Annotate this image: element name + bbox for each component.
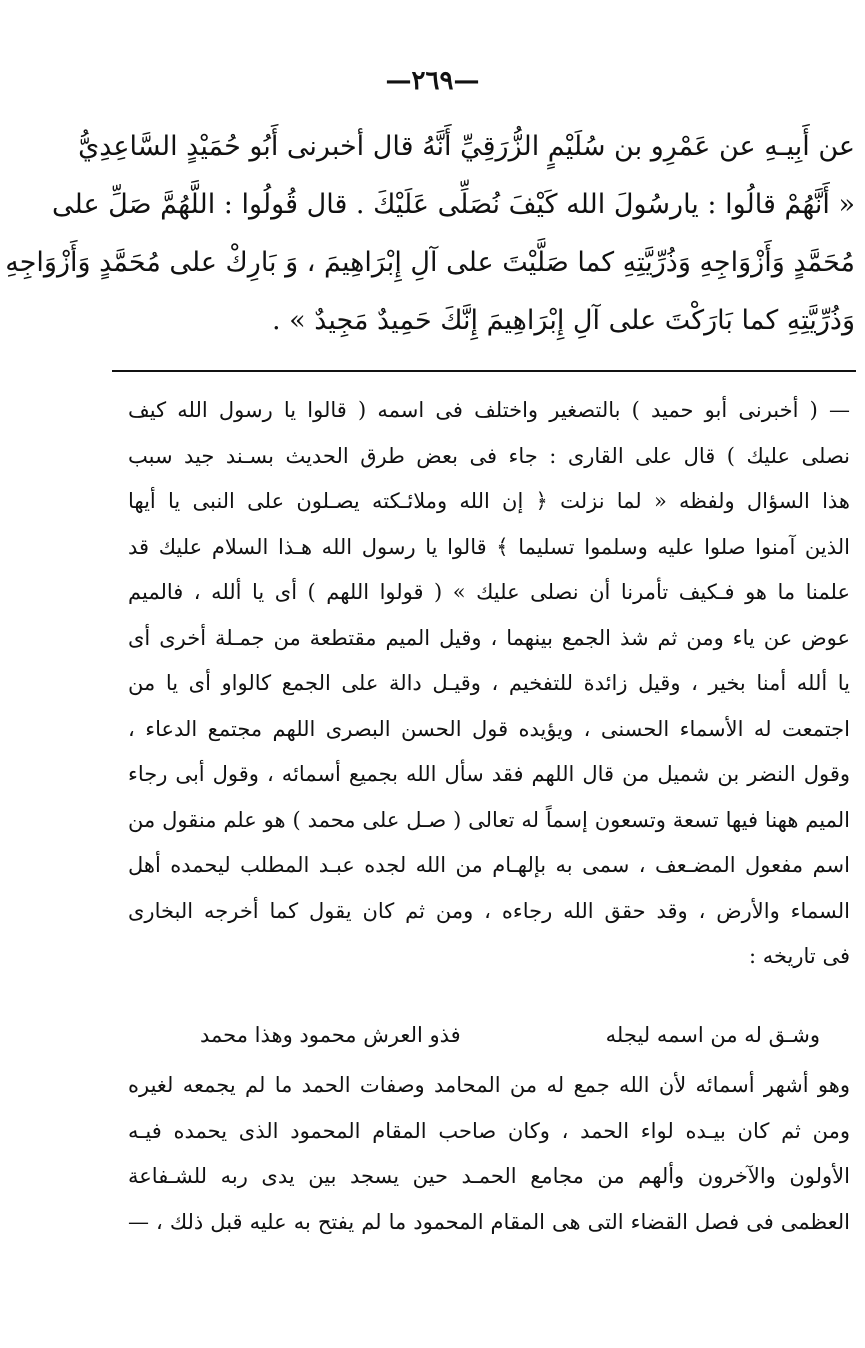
note-line: الأولون والآخرون وألهم من مجامع الحمـد حين يسجد بين يدى ربه للشـفاعة: [128, 1164, 850, 1188]
commentary-notes: [128, 388, 850, 980]
main-text-line: « أَنَّهُمْ قالُوا : يارسُولَ الله كَيْفَ نُصَلِّى عَلَيْكَ . قال قُولُوا : اللَّهُمَّ صَلِّ على: [52, 189, 855, 220]
section-divider: [112, 370, 856, 372]
note-line: ومن ثم كان بيـده لواء الحمد ، وكان صاحب المقام المحمود الذى يحمده فيـه: [128, 1118, 850, 1143]
page-number: —٢٦٩—: [385, 66, 480, 96]
note-line: الذين آمنوا صلوا عليه وسلموا تسليما ﴾ قالوا يا رسول الله هـذا السلام عليك قد: [128, 534, 850, 559]
note-line: علمنا ما هو فـكيف تأمرنا أن نصلى عليك » ( قولوا اللهم ) أى يا ألله ، فالميم: [128, 580, 850, 604]
note-line: عوض عن ياء ومن ثم شذ الجمع بينهما ، وقيل الميم مقتطعة من جمـلة أخرى أى: [128, 625, 850, 650]
note-line: اسم مفعول المضـعف ، سمى به بإلهـام من الله لجده عبـد المطلب ليحمده أهل: [128, 853, 850, 877]
note-line: يا ألله أمنا بخير ، وقيل زائدة للتفخيم ، وقيـل دالة على الجمع كالواو أى يا من: [128, 671, 850, 695]
verse-second-hemistich: فذو العرش محمود وهذا محمد: [200, 1023, 461, 1047]
commentary-notes-continued: [128, 1063, 850, 1245]
hadith-main-text: [5, 118, 855, 350]
poetry-verse: [200, 1013, 820, 1058]
note-line: العظمى فى فصل القضاء التى هى المقام المحمود ما لم يفتح به عليه قبل ذلك ، —: [128, 1209, 850, 1234]
note-line: وقول النضر بن شميل من قال اللهم فقد سأل الله بجميع أسمائه ، وقول أبى رجاء: [128, 762, 850, 786]
note-line: هذا السؤال ولفظه « لما نزلت ﴿ إن الله وملائـكته يصـلون على النبى يا أيها: [128, 489, 850, 513]
note-line: وهو أشهر أسمائه لأن الله جمع له من المحامد وصفات الحمد ما لم يجمعه لغيره: [128, 1073, 850, 1097]
note-line: — ( أخبرنى أبو حميد ) بالتصغير واختلف فى اسمه ( قالوا يا رسول الله كيف: [128, 398, 850, 422]
note-line: اجتمعت له الأسماء الحسنى ، ويؤيده قول الحسن البصرى اللهم مجتمع الدعاء ،: [128, 716, 850, 741]
note-line: نصلى عليك ) قال على القارى : جاء فى بعض طرق الحديث بسـند جيد سبب: [128, 443, 850, 468]
main-text-line: مُحَمَّدٍ وَأَزْوَاجِهِ وَذُرِّيَّتِهِ كما صَلَّيْتَ على آلِ إِبْرَاهِيمَ ، وَ بَارِكْ على مُحَمَّدٍ وَأَزْوَاجِهِ: [5, 247, 855, 278]
note-line: السماء والأرض ، وقد حقق الله رجاءه ، ومن ثم كان يقول كما أخرجه البخارى: [128, 898, 850, 923]
note-line: الميم ههنا فيها تسعة وتسعون إسماً له تعالى ( صـل على محمد ) هو علم منقول من: [128, 807, 850, 832]
note-line: فى تاريخه :: [748, 944, 850, 968]
main-text-line: عن أَبِيـهِ عن عَمْرِو بن سُلَيْمٍ الزُّرَقِيِّ أَنَّهُ قال أخبرنى أَبُو حُمَيْدٍ السَّاعِدِيُّ: [78, 131, 855, 162]
verse-first-hemistich: وشـق له من اسمه ليجله: [605, 1023, 820, 1047]
main-text-line: وَذُرِّيَّتِهِ كما بَارَكْتَ على آلِ إِبْرَاهِيمَ إِنَّكَ حَمِيدٌ مَجِيدٌ » .: [271, 305, 855, 336]
